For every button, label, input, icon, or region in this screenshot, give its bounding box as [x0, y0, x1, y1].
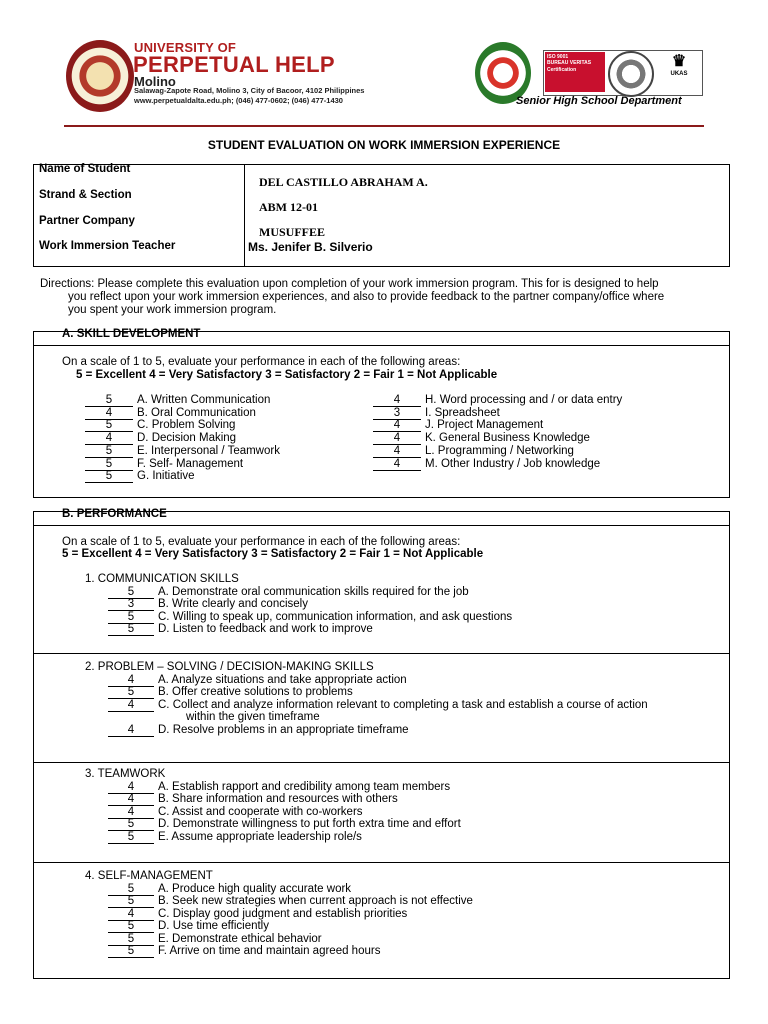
- rating-label: G. Initiative: [137, 470, 195, 483]
- rating-label: D. Resolve problems in an appropriate timeframe: [158, 723, 409, 736]
- rating-item-b-0-1: [108, 598, 308, 611]
- rating-value[interactable]: 4: [373, 432, 421, 445]
- rating-label: A. Analyze situations and take appropriate action: [158, 673, 407, 686]
- rating-value[interactable]: 4: [108, 724, 154, 737]
- rating-label: F. Arrive on time and maintain agreed hours: [158, 945, 381, 957]
- value-name-of-student: DEL CASTILLO ABRAHAM A.: [259, 175, 428, 189]
- rating-value[interactable]: 5: [85, 419, 133, 432]
- label-strand-section: Strand & Section: [39, 189, 132, 201]
- department-name: Senior High School Department: [516, 95, 682, 107]
- value-partner-company: MUSUFFEE: [259, 225, 325, 239]
- rating-value[interactable]: 5: [108, 933, 154, 946]
- rating-item-b-1-2: [108, 699, 648, 712]
- rating-label: C. Display good judgment and establish priorities: [158, 907, 408, 920]
- rating-label: F. Self- Management: [137, 457, 244, 470]
- rating-value[interactable]: 5: [108, 611, 154, 624]
- rating-label: B. Oral Communication: [137, 406, 256, 419]
- rating-item-a-left-3: [85, 432, 236, 445]
- rating-label: E. Assume appropriate leadership role/s: [158, 830, 362, 843]
- rating-value[interactable]: 4: [373, 445, 421, 458]
- group-divider-2: [33, 762, 730, 763]
- rating-item-a-left-5: [85, 458, 243, 471]
- rating-label: A. Written Communication: [137, 394, 271, 406]
- rating-value[interactable]: 5: [108, 883, 154, 896]
- school-contact: www.perpetualdalta.edu.ph; (046) 477-0602; (046) 477-1430: [134, 96, 343, 105]
- rating-value[interactable]: 5: [108, 945, 154, 958]
- rating-item-b-0-0: [108, 586, 469, 599]
- rating-item-a-right-3: [373, 432, 590, 445]
- section-b-scale: 5 = Excellent 4 = Very Satisfactory 3 = Satisfactory 2 = Fair 1 = Not Applicable: [62, 548, 484, 560]
- rating-label: D. Decision Making: [137, 432, 237, 445]
- rating-value[interactable]: 4: [108, 674, 154, 687]
- rating-value[interactable]: 4: [373, 394, 421, 407]
- rating-label: A. Produce high quality accurate work: [158, 882, 352, 895]
- performance-group-title: 1. COMMUNICATION SKILLS: [85, 573, 239, 585]
- bureau-veritas-seal-logo: [608, 51, 654, 97]
- rating-item-a-right-4: [373, 445, 574, 458]
- rating-value[interactable]: 3: [373, 407, 421, 420]
- rating-value[interactable]: 4: [108, 793, 154, 806]
- section-a-heading: A. SKILL DEVELOPMENT: [62, 328, 201, 340]
- directions-paragraph: Directions: Please complete this evaluation upon completion of your work immersion program. This for is designed to help you reflect upon your work immersion experiences, and also to provide feedback to the partner company/office where you spent your work immersion program.: [40, 278, 665, 316]
- rating-item-b-3-5: [108, 945, 380, 958]
- rating-value[interactable]: 4: [108, 699, 154, 712]
- section-a-instruction: On a scale of 1 to 5, evaluate your performance in each of the following areas:: [62, 356, 461, 368]
- section-a-header-line: [33, 345, 730, 346]
- rating-item-b-3-3: [108, 920, 269, 933]
- rating-value[interactable]: 5: [108, 920, 154, 933]
- rating-item-a-left-0: [85, 394, 270, 407]
- rating-item-a-left-1: [85, 407, 256, 420]
- rating-value[interactable]: 5: [85, 470, 133, 483]
- group-divider-3: [33, 862, 730, 863]
- rating-label: B. Share information and resources with others: [158, 793, 398, 805]
- rating-value[interactable]: 5: [85, 394, 133, 407]
- performance-group-title: 2. PROBLEM – SOLVING / DECISION-MAKING SKILLS: [85, 661, 374, 673]
- rating-item-a-left-6: [85, 470, 195, 483]
- rating-item-b-0-3: [108, 623, 373, 636]
- bureau-veritas-logo: ISO 9001 BUREAU VERITAS Certification: [545, 52, 605, 92]
- rating-label: A. Establish rapport and credibility among team members: [158, 780, 451, 793]
- rating-item-b-2-0: [108, 781, 450, 794]
- rating-item-a-left-2: [85, 419, 235, 432]
- rating-item-b-3-0: [108, 883, 351, 896]
- label-name-of-student: Name of Student: [39, 163, 131, 175]
- rating-value[interactable]: 4: [108, 806, 154, 819]
- rating-item-a-right-2: [373, 419, 543, 432]
- campus-name: Molino: [134, 74, 176, 89]
- school-name-line1: UNIVERSITY OF: [134, 40, 237, 55]
- rating-label: L. Programming / Networking: [425, 444, 574, 457]
- rating-item-b-3-2: [108, 908, 407, 921]
- rating-label: B. Seek new strategies when current approach is not effective: [158, 895, 473, 907]
- rating-value[interactable]: 4: [108, 781, 154, 794]
- rating-item-a-left-4: [85, 445, 280, 458]
- rating-label: K. General Business Knowledge: [425, 432, 590, 445]
- rating-label: D. Demonstrate willingness to put forth extra time and effort: [158, 818, 461, 830]
- rating-item-b-3-1: [108, 895, 473, 908]
- rating-label: C. Willing to speak up, communication information, and ask questions: [158, 610, 513, 623]
- rating-item-b-2-4: [108, 831, 362, 844]
- header-divider: [64, 125, 704, 127]
- rating-item-b-2-3: [108, 818, 461, 831]
- section-a-scale: 5 = Excellent 4 = Very Satisfactory 3 = Satisfactory 2 = Fair 1 = Not Applicable: [76, 369, 498, 381]
- rating-value[interactable]: 5: [108, 895, 154, 908]
- rating-label: C. Assist and cooperate with co-workers: [158, 805, 363, 818]
- rating-label: within the given timeframe: [186, 711, 320, 723]
- document-title: STUDENT EVALUATION ON WORK IMMERSION EXPERIENCE: [207, 138, 561, 152]
- rating-item-a-right-1: [373, 407, 500, 420]
- rating-value[interactable]: 5: [108, 686, 154, 699]
- value-work-immersion-teacher: Ms. Jenifer B. Silverio: [248, 240, 373, 254]
- rating-value[interactable]: 4: [108, 908, 154, 921]
- ukas-logo: ♛ UKAS: [660, 53, 698, 91]
- school-name-line2: PERPETUAL HELP: [133, 52, 335, 77]
- rating-value[interactable]: 4: [85, 432, 133, 445]
- rating-item-b-1-1: [108, 686, 353, 699]
- rating-item-b-1-3: [108, 711, 320, 723]
- school-address: Salawag-Zapote Road, Molino 3, City of Bacoor, 4102 Philippines: [134, 86, 365, 95]
- value-strand-section: ABM 12-01: [259, 200, 318, 214]
- section-b-heading: B. PERFORMANCE: [62, 508, 167, 520]
- rating-label: M. Other Industry / Job knowledge: [425, 457, 601, 470]
- rating-label: A. Demonstrate oral communication skills required for the job: [158, 585, 469, 598]
- rating-label: C. Problem Solving: [137, 419, 236, 432]
- rating-item-a-right-0: [373, 394, 622, 407]
- rating-item-b-2-2: [108, 806, 363, 819]
- rating-label: E. Interpersonal / Teamwork: [137, 444, 280, 457]
- rating-value[interactable]: 4: [373, 419, 421, 432]
- rating-item-b-0-2: [108, 611, 512, 624]
- section-b-instruction: On a scale of 1 to 5, evaluate your performance in each of the following areas:: [62, 536, 461, 548]
- rating-label: H. Word processing and / or data entry: [425, 394, 623, 406]
- rating-value[interactable]: 5: [85, 458, 133, 471]
- rating-label: J. Project Management: [425, 419, 544, 432]
- performance-group-title: 3. TEAMWORK: [85, 768, 166, 780]
- label-work-immersion-teacher: Work Immersion Teacher: [39, 240, 176, 252]
- section-b-header-line: [33, 525, 730, 526]
- rating-value[interactable]: 5: [108, 623, 154, 636]
- rating-item-a-right-5: [373, 458, 600, 471]
- university-seal-logo: [66, 40, 134, 112]
- label-partner-company: Partner Company: [39, 215, 135, 227]
- rating-value[interactable]: 5: [85, 445, 133, 458]
- rating-value[interactable]: 5: [108, 818, 154, 831]
- rating-value[interactable]: 5: [108, 586, 154, 599]
- rating-label: B. Write clearly and concisely: [158, 598, 308, 610]
- rating-label: D. Use time efficiently: [158, 920, 269, 932]
- rating-value[interactable]: 5: [108, 831, 154, 844]
- rating-item-b-2-1: [108, 793, 398, 806]
- performance-group-title: 4. SELF-MANAGEMENT: [85, 870, 213, 882]
- rating-label: D. Listen to feedback and work to improve: [158, 623, 373, 635]
- table-divider: [244, 164, 245, 267]
- rating-label: I. Spreadsheet: [425, 406, 500, 419]
- rating-label: B. Offer creative solutions to problems: [158, 686, 353, 698]
- rating-value[interactable]: 3: [108, 598, 154, 611]
- rating-value[interactable]: 4: [373, 458, 421, 471]
- rating-label: E. Demonstrate ethical behavior: [158, 932, 322, 945]
- rating-item-b-1-0: [108, 674, 407, 687]
- rating-label: C. Collect and analyze information relevant to completing a task and establish a course of action: [158, 698, 648, 711]
- rating-item-b-1-4: [108, 724, 409, 737]
- group-divider-1: [33, 653, 730, 654]
- crown-icon: ♛: [671, 53, 687, 70]
- rating-item-b-3-4: [108, 933, 322, 946]
- rating-value[interactable]: 4: [85, 407, 133, 420]
